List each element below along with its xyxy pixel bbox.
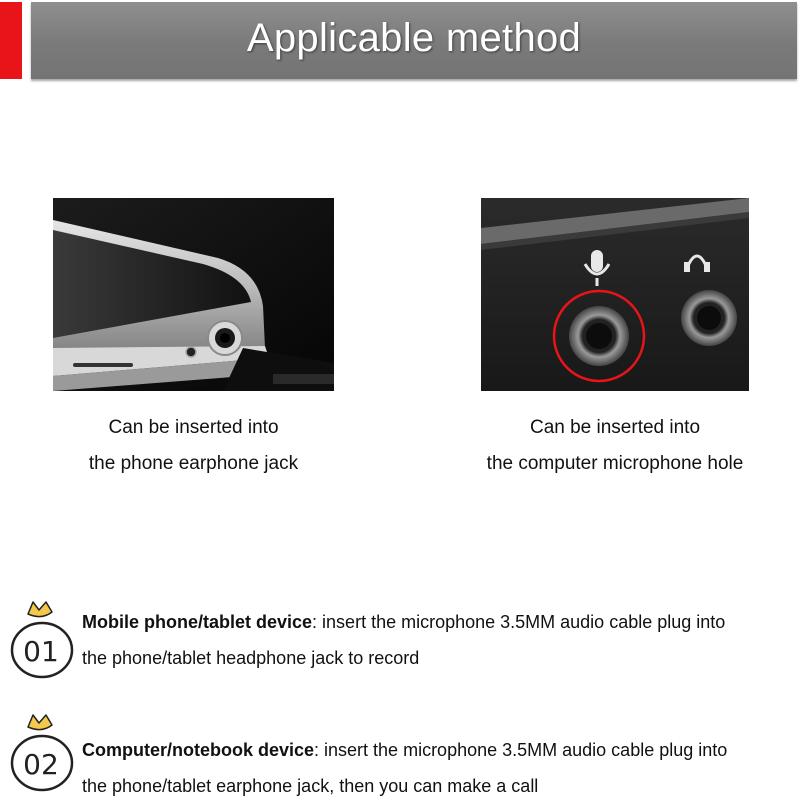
phone-jack-caption-line2: the phone earphone jack: [88, 453, 299, 474]
computer-mic-caption-line2: the computer microphone hole: [486, 453, 744, 474]
step-desc-02-line2: the phone/tablet earphone jack, then you can make a call: [82, 776, 539, 796]
step-desc-01-line1: : insert the microphone 3.5MM audio cable plug into: [312, 612, 726, 632]
step-number-01: 01: [23, 635, 59, 668]
page-title: Applicable method: [246, 16, 582, 60]
step-text-01: [82, 604, 725, 676]
header-bar: [31, 2, 797, 79]
phone-jack-caption-line1: Can be inserted into: [108, 417, 279, 438]
step-number-02: 02: [23, 748, 59, 781]
computer-mic-caption: [481, 410, 749, 482]
header-accent-bar: [0, 2, 22, 79]
step-desc-01-line2: the phone/tablet headphone jack to record: [82, 648, 420, 668]
phone-jack-caption: [53, 410, 334, 482]
step-badge-02: [8, 713, 78, 793]
computer-mic-photo: [481, 198, 749, 391]
step-badge-01: [8, 600, 78, 680]
step-text-02: [82, 732, 727, 804]
step-title-02: Computer/notebook device: [82, 740, 315, 760]
computer-mic-caption-line1: Can be inserted into: [529, 417, 701, 438]
phone-jack-photo: [53, 198, 334, 391]
step-desc-02-line1: : insert the microphone 3.5MM audio cable plug into: [314, 740, 728, 760]
step-title-01: Mobile phone/tablet device: [82, 612, 313, 632]
